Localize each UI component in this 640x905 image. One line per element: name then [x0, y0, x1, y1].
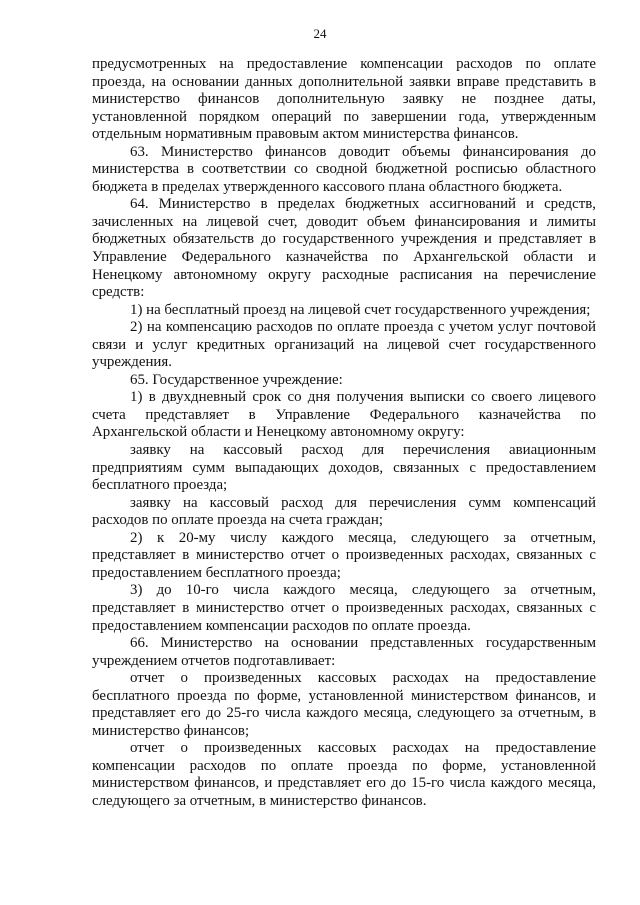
- paragraph: заявку на кассовый расход для перечисления авиационным предприятиям сумм выпадающих доходов, связанных с предоставлением бесплатного проезда;: [92, 442, 596, 494]
- paragraph: заявку на кассовый расход для перечисления сумм компенсаций расходов по оплате проезда на счета граждан;: [92, 494, 596, 529]
- paragraph: 3) до 10-го числа каждого месяца, следующего за отчетным, представляет в министерство отчет о произведенных расходах, связанных с предоставлением компенсации расходов по оплате проезда.: [92, 582, 596, 634]
- paragraph: отчет о произведенных кассовых расходах на предоставление компенсации расходов по оплате проезда по форме, установленной министерством финансов, и представляет его до 15-го числа каждого месяца, следующего за отчетным, в министерство финансов.: [92, 740, 596, 809]
- paragraph: 64. Министерство в пределах бюджетных ассигнований и средств, зачисленных на лицевой счет, доводит объем финансирования и лимиты бюджетных обязательств до государственного учреждения и представляет в Управление Федерального казначейства по Архангельской области и Ненецкому автономному округу расходные расписания на перечисление средств:: [92, 196, 596, 301]
- paragraph: 1) в двухдневный срок со дня получения выписки со своего лицевого счета представляет в Управление Федерального казначейства по Архангельской области и Ненецкому автономному округу:: [92, 389, 596, 441]
- document-body: [92, 56, 596, 811]
- paragraph: 2) к 20-му числу каждого месяца, следующего за отчетным, представляет в министерство отчет о произведенных расходах, связанных с предоставлением бесплатного проезда;: [92, 529, 596, 581]
- paragraph: 2) на компенсацию расходов по оплате проезда с учетом услуг почтовой связи и услуг кредитных организаций на лицевой счет государственного учреждения.: [92, 319, 596, 371]
- paragraph: отчет о произведенных кассовых расходах на предоставление бесплатного проезда по форме, установленной министерством финансов, и представляет его до 25-го числа каждого месяца, следующего за отчетным, в министерство финансов;: [92, 670, 596, 739]
- paragraph: 63. Министерство финансов доводит объемы финансирования до министерства в соответствии со сводной бюджетной росписью областного бюджета в пределах утвержденного кассового плана областного бюджета.: [92, 143, 596, 195]
- page-number: 24: [313, 26, 327, 41]
- paragraph: 66. Министерство на основании представленных государственным учреждением отчетов подготавливает:: [92, 635, 596, 669]
- paragraph: 65. Государственное учреждение:: [130, 371, 343, 388]
- paragraph: предусмотренных на предоставление компенсации расходов по оплате проезда, на основании данных дополнительной заявки вправе представить в министерство финансов дополнительную заявку не позднее даты, установленной порядком операций по завершении года, утвержденным отдельным нормативным правовым актом министерства финансов.: [92, 56, 596, 143]
- paragraph: 1) на бесплатный проезд на лицевой счет государственного учреждения;: [130, 301, 591, 318]
